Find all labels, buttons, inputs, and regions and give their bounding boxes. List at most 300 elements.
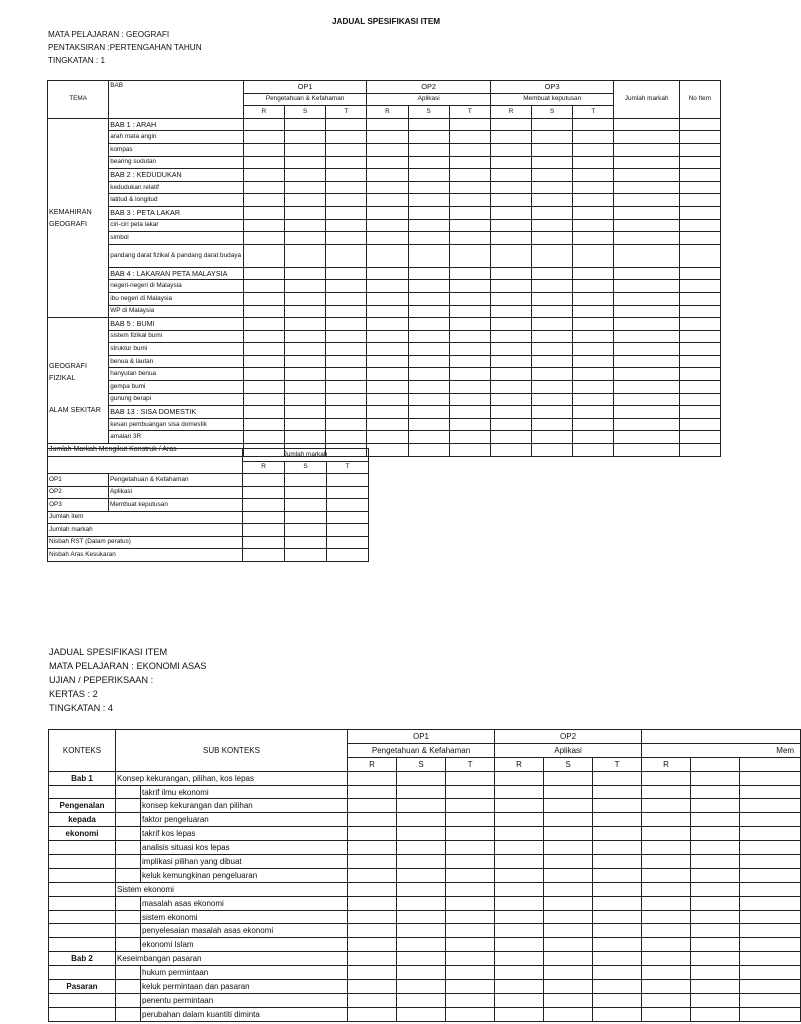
doc1-summary-table (47, 448, 369, 562)
score-cell (495, 882, 544, 896)
score-cell (397, 966, 446, 980)
topic-label: kompas (109, 143, 244, 156)
subcontext-indent (116, 980, 141, 994)
subcontext-indent (116, 924, 141, 938)
score-cell (243, 549, 285, 562)
chapter-label: BAB 2 : KEDUDUKAN (109, 169, 244, 182)
header-op2: OP2 (367, 81, 491, 94)
score-cell (326, 118, 367, 131)
subcontext-indent (116, 785, 141, 799)
score-cell (285, 305, 326, 318)
score-cell (614, 280, 679, 293)
tema-alam-sekitar: ALAM SEKITAR (49, 404, 101, 414)
score-cell (691, 910, 740, 924)
header-s: S (544, 757, 593, 771)
score-cell (593, 855, 642, 869)
score-cell (573, 156, 614, 169)
score-cell (614, 169, 679, 182)
score-cell (532, 156, 573, 169)
score-cell (573, 431, 614, 444)
summary-header-t: T (327, 461, 369, 474)
score-cell (243, 131, 284, 144)
score-cell (593, 841, 642, 855)
score-cell (573, 169, 614, 182)
score-cell (327, 474, 369, 487)
score-cell (326, 232, 367, 245)
table-row (49, 952, 801, 966)
score-cell (490, 330, 531, 343)
score-cell (326, 194, 367, 207)
score-cell (642, 771, 691, 785)
subcontext-indent (116, 827, 141, 841)
subcontext-indent (116, 841, 141, 855)
context-cell (49, 938, 116, 952)
score-cell (544, 896, 593, 910)
score-cell (327, 486, 369, 499)
score-cell (490, 143, 531, 156)
score-cell (449, 280, 490, 293)
score-cell (348, 993, 397, 1007)
score-cell (490, 206, 531, 219)
score-cell (544, 841, 593, 855)
score-cell (408, 418, 449, 431)
score-cell (691, 841, 740, 855)
summary-row (48, 486, 369, 499)
subcontext-indent (116, 868, 141, 882)
score-cell (691, 1007, 740, 1021)
score-cell (691, 966, 740, 980)
context-cell (49, 966, 116, 980)
context-cell (49, 785, 116, 799)
score-cell (532, 418, 573, 431)
score-cell (446, 771, 495, 785)
score-cell (679, 305, 720, 318)
score-cell (679, 206, 720, 219)
score-cell (614, 267, 679, 280)
header-s: S (408, 106, 449, 119)
score-cell (642, 827, 691, 841)
score-cell (326, 305, 367, 318)
score-cell (614, 444, 679, 457)
score-cell (593, 924, 642, 938)
score-cell (408, 431, 449, 444)
context-cell (49, 841, 116, 855)
score-cell (495, 813, 544, 827)
score-cell (449, 431, 490, 444)
subcontext-item: perubahan dalam kuantiti diminta (141, 1007, 348, 1021)
header-op3 (642, 730, 801, 744)
score-cell (285, 143, 326, 156)
score-cell (326, 292, 367, 305)
empty-cell (740, 757, 801, 771)
score-cell (740, 827, 801, 841)
score-cell (614, 292, 679, 305)
table-row (48, 194, 721, 207)
score-cell (285, 318, 326, 331)
score-cell (495, 993, 544, 1007)
score-cell (573, 292, 614, 305)
score-cell (285, 431, 326, 444)
score-cell (449, 381, 490, 394)
subcontext-heading: Keseimbangan pasaran (116, 952, 348, 966)
score-cell (449, 244, 490, 267)
score-cell (679, 393, 720, 406)
score-cell (642, 841, 691, 855)
summary-header-jumlah: Jumlah markah (243, 449, 369, 462)
table-row (48, 393, 721, 406)
score-cell (573, 444, 614, 457)
score-cell (495, 841, 544, 855)
score-cell (490, 232, 531, 245)
score-cell (397, 813, 446, 827)
score-cell (691, 896, 740, 910)
score-cell (544, 938, 593, 952)
score-cell (326, 318, 367, 331)
score-cell (573, 418, 614, 431)
score-cell (614, 118, 679, 131)
score-cell (532, 206, 573, 219)
score-cell (740, 993, 801, 1007)
doc1-title: JADUAL SPESIFIKASI ITEM (332, 17, 441, 26)
topic-label: struktur bumi (109, 343, 244, 356)
table-row (48, 381, 721, 394)
score-cell (408, 318, 449, 331)
score-cell (446, 882, 495, 896)
score-cell (691, 785, 740, 799)
score-cell (367, 330, 408, 343)
score-cell (285, 536, 327, 549)
score-cell (691, 938, 740, 952)
score-cell (532, 118, 573, 131)
score-cell (326, 418, 367, 431)
score-cell (490, 393, 531, 406)
score-cell (679, 181, 720, 194)
score-cell (495, 952, 544, 966)
score-cell (446, 868, 495, 882)
score-cell (642, 952, 691, 966)
score-cell (408, 406, 449, 419)
score-cell (326, 381, 367, 394)
context-label: kepada (49, 813, 116, 827)
score-cell (367, 406, 408, 419)
table-row (49, 910, 801, 924)
score-cell (326, 355, 367, 368)
score-cell (243, 486, 285, 499)
score-cell (614, 318, 679, 331)
score-cell (490, 381, 531, 394)
score-cell (490, 169, 531, 182)
score-cell (544, 966, 593, 980)
score-cell (532, 355, 573, 368)
table-row (49, 868, 801, 882)
table-row (48, 143, 721, 156)
score-cell (642, 799, 691, 813)
score-cell (243, 267, 284, 280)
score-cell (740, 785, 801, 799)
score-cell (285, 244, 326, 267)
score-cell (495, 924, 544, 938)
subcontext-indent (116, 896, 141, 910)
subcontext-item: implikasi pilihan yang dibuat (141, 855, 348, 869)
tema-geografi-fizikal: GEOGRAFI FIZIKAL (49, 360, 87, 382)
header-op1-desc: Pengetahuan & Kefahaman (243, 93, 367, 106)
score-cell (449, 368, 490, 381)
score-cell (544, 799, 593, 813)
subcontext-item: keluk permintaan dan pasaran (141, 980, 348, 994)
score-cell (285, 194, 326, 207)
score-cell (614, 219, 679, 232)
score-cell (449, 292, 490, 305)
score-cell (367, 169, 408, 182)
topic-label: hanyutan benua (109, 368, 244, 381)
score-cell (490, 219, 531, 232)
summary-code: OP2 (48, 486, 109, 499)
score-cell (532, 280, 573, 293)
summary-row (48, 499, 369, 512)
score-cell (593, 980, 642, 994)
table-row (48, 318, 721, 331)
score-cell (327, 536, 369, 549)
score-cell (691, 924, 740, 938)
score-cell (490, 305, 531, 318)
score-cell (449, 418, 490, 431)
score-cell (679, 118, 720, 131)
score-cell (285, 330, 326, 343)
table-row (48, 169, 721, 182)
score-cell (614, 131, 679, 144)
summary-desc: Aplikasi (109, 486, 243, 499)
score-cell (740, 841, 801, 855)
header-s: S (285, 106, 326, 119)
score-cell (490, 343, 531, 356)
score-cell (532, 194, 573, 207)
summary-row (48, 524, 369, 537)
score-cell (348, 952, 397, 966)
score-cell (285, 292, 326, 305)
score-cell (397, 938, 446, 952)
score-cell (679, 368, 720, 381)
chapter-label: BAB 13 : SISA DOMESTIK (109, 406, 244, 419)
score-cell (348, 785, 397, 799)
doc1-subject: MATA PELAJARAN : GEOGRAFI (48, 30, 170, 39)
score-cell (532, 343, 573, 356)
table-row (48, 232, 721, 245)
score-cell (532, 244, 573, 267)
score-cell (679, 431, 720, 444)
score-cell (326, 431, 367, 444)
score-cell (691, 993, 740, 1007)
score-cell (532, 169, 573, 182)
score-cell (614, 305, 679, 318)
score-cell (285, 381, 326, 394)
score-cell (679, 169, 720, 182)
score-cell (642, 966, 691, 980)
score-cell (408, 118, 449, 131)
score-cell (642, 910, 691, 924)
score-cell (348, 799, 397, 813)
score-cell (679, 292, 720, 305)
table-row (49, 841, 801, 855)
score-cell (243, 418, 284, 431)
score-cell (740, 799, 801, 813)
score-cell (285, 393, 326, 406)
score-cell (285, 181, 326, 194)
summary-code: OP3 (48, 499, 109, 512)
table-row (48, 418, 721, 431)
score-cell (642, 938, 691, 952)
summary-desc: Membuat keputusan (109, 499, 243, 512)
score-cell (593, 896, 642, 910)
score-cell (593, 1007, 642, 1021)
tema-cell-2 (48, 318, 109, 444)
score-cell (367, 244, 408, 267)
header-r: R (243, 106, 284, 119)
score-cell (285, 511, 327, 524)
score-cell (573, 118, 614, 131)
score-cell (408, 232, 449, 245)
topic-label: gunung berapi (109, 393, 244, 406)
score-cell (446, 938, 495, 952)
score-cell (614, 330, 679, 343)
score-cell (593, 771, 642, 785)
score-cell (490, 431, 531, 444)
score-cell (367, 194, 408, 207)
doc1-spec-table (47, 80, 721, 457)
score-cell (397, 855, 446, 869)
score-cell (593, 882, 642, 896)
score-cell (573, 267, 614, 280)
header-r: R (495, 757, 544, 771)
score-cell (367, 181, 408, 194)
score-cell (495, 799, 544, 813)
score-cell (446, 827, 495, 841)
score-cell (495, 868, 544, 882)
score-cell (367, 431, 408, 444)
score-cell (544, 1007, 593, 1021)
score-cell (532, 219, 573, 232)
score-cell (408, 393, 449, 406)
score-cell (348, 896, 397, 910)
score-cell (449, 143, 490, 156)
score-cell (367, 381, 408, 394)
context-cell (49, 855, 116, 869)
score-cell (408, 292, 449, 305)
score-cell (679, 406, 720, 419)
summary-label: Nisbah Aras Kesukaran (48, 549, 243, 562)
topic-label: ibu negeri di Malaysia (109, 292, 244, 305)
score-cell (679, 131, 720, 144)
score-cell (593, 993, 642, 1007)
subcontext-indent (116, 993, 141, 1007)
score-cell (327, 511, 369, 524)
score-cell (544, 952, 593, 966)
score-cell (446, 910, 495, 924)
score-cell (614, 194, 679, 207)
header-op1-desc: Pengetahuan & Kefahaman (348, 743, 495, 757)
score-cell (593, 910, 642, 924)
score-cell (449, 267, 490, 280)
score-cell (490, 267, 531, 280)
topic-label: pandang darat fizikal & pandang darat budaya (109, 244, 244, 267)
score-cell (243, 511, 285, 524)
score-cell (691, 980, 740, 994)
topic-label: gempa bumi (109, 381, 244, 394)
score-cell (285, 169, 326, 182)
score-cell (367, 118, 408, 131)
score-cell (326, 169, 367, 182)
score-cell (449, 318, 490, 331)
score-cell (367, 232, 408, 245)
doc1-assessment: PENTAKSIRAN :PERTENGAHAN TAHUN (48, 43, 202, 52)
score-cell (367, 318, 408, 331)
score-cell (397, 896, 446, 910)
tema-cell-1 (48, 118, 109, 317)
summary-desc: Pengetahuan & Kefahaman (109, 474, 243, 487)
score-cell (397, 841, 446, 855)
score-cell (532, 267, 573, 280)
header-konteks: KONTEKS (49, 730, 116, 772)
score-cell (679, 232, 720, 245)
score-cell (326, 267, 367, 280)
summary-row (48, 536, 369, 549)
score-cell (326, 244, 367, 267)
score-cell (573, 194, 614, 207)
score-cell (642, 868, 691, 882)
score-cell (679, 244, 720, 267)
score-cell (614, 355, 679, 368)
score-cell (449, 156, 490, 169)
score-cell (573, 393, 614, 406)
score-cell (408, 131, 449, 144)
score-cell (243, 292, 284, 305)
score-cell (449, 118, 490, 131)
score-cell (408, 444, 449, 457)
context-label: Pengenalan (49, 799, 116, 813)
score-cell (348, 771, 397, 785)
score-cell (397, 882, 446, 896)
topic-label: negeri-negeri di Malaysia (109, 280, 244, 293)
table-row (48, 355, 721, 368)
score-cell (243, 232, 284, 245)
score-cell (367, 292, 408, 305)
subcontext-item: hukum permintaan (141, 966, 348, 980)
header-t: T (593, 757, 642, 771)
score-cell (691, 882, 740, 896)
score-cell (326, 330, 367, 343)
chapter-label: BAB 3 : PETA LAKAR (109, 206, 244, 219)
score-cell (367, 156, 408, 169)
score-cell (532, 406, 573, 419)
score-cell (495, 1007, 544, 1021)
score-cell (243, 355, 284, 368)
score-cell (327, 499, 369, 512)
score-cell (326, 368, 367, 381)
score-cell (367, 343, 408, 356)
subcontext-indent (116, 855, 141, 869)
score-cell (642, 896, 691, 910)
score-cell (679, 355, 720, 368)
score-cell (397, 799, 446, 813)
score-cell (446, 966, 495, 980)
score-cell (679, 219, 720, 232)
score-cell (573, 280, 614, 293)
footer-label: Jumlah Markah Mengikut Konstruk / Aras (48, 444, 244, 457)
score-cell (348, 910, 397, 924)
score-cell (446, 924, 495, 938)
score-cell (449, 444, 490, 457)
topic-label: benua & lautan (109, 355, 244, 368)
score-cell (573, 131, 614, 144)
